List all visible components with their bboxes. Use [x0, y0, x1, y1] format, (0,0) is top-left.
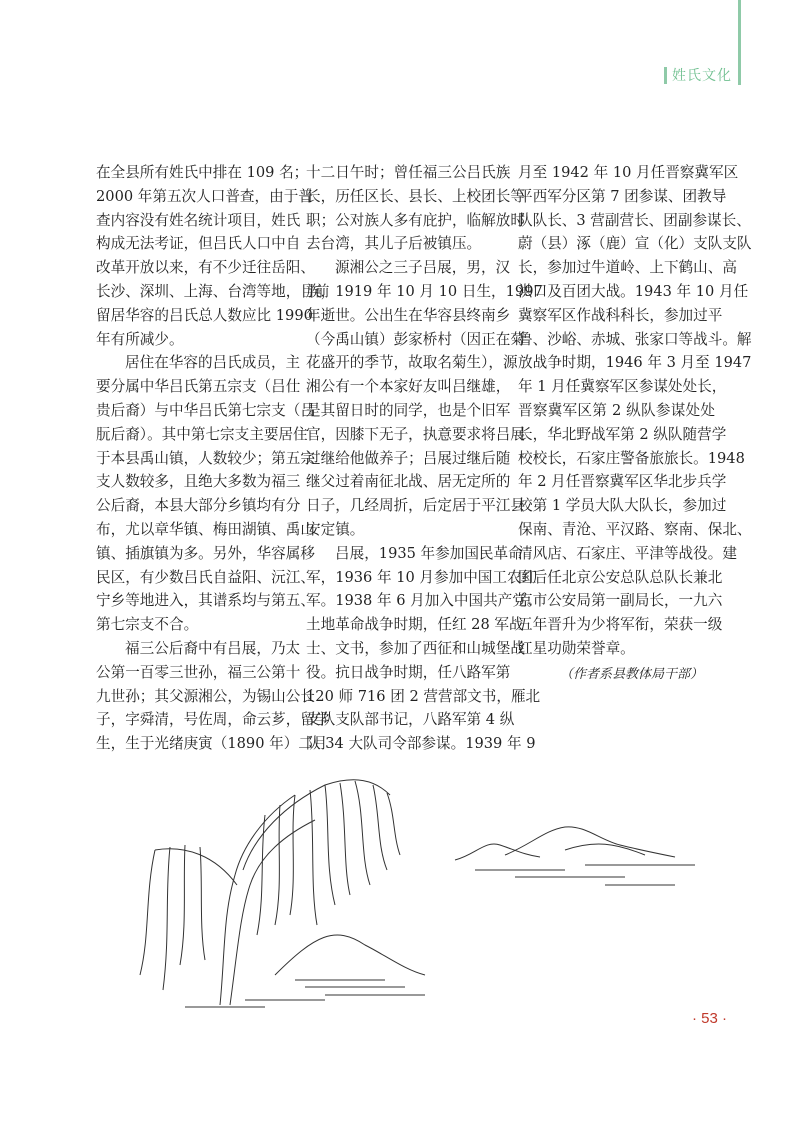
- text-line: 子，字舜清，号佐周，命云芗，留学: [96, 711, 330, 729]
- text-line: 鲁、沙峪、赤城、张家口等战斗。解: [518, 330, 752, 348]
- text-line: 继父过着南征北战、居无定所的: [306, 473, 511, 491]
- text-line: 放战争时期，1946 年 3 月至 1947: [518, 354, 752, 372]
- text-line: 去台湾，其儿子后被镇压。: [306, 235, 482, 253]
- article-column-1: [96, 161, 330, 756]
- text-line: 红星功勋荣誉章。: [518, 639, 635, 657]
- text-line: 长，历任区长、县长、上校团长等: [306, 187, 525, 205]
- text-line: 洪口及百团大战。1943 年 10 月任: [518, 282, 749, 300]
- section-header: [664, 64, 732, 86]
- text-line: 军，1936 年 10 月参加中国工农红: [306, 568, 537, 586]
- text-line: 官，因膝下无子，执意要求将吕展: [306, 425, 525, 443]
- text-line: 清风店、石家庄、平津等战役。建: [518, 544, 737, 562]
- text-line: 于本县禹山镇，人数较少；第五宗: [96, 449, 315, 467]
- text-line: 军。1938 年 6 月加入中国共产党。: [306, 592, 542, 610]
- text-line: 年 2 月任晋察冀军区华北步兵学: [518, 473, 727, 491]
- text-line: 冀察军区作战科科长，参加过平: [518, 306, 723, 324]
- text-line: 镇、插旗镇为多。另外，华容属移: [96, 544, 315, 562]
- text-line: 民区，有少数吕氏自益阳、沅江、: [96, 568, 315, 586]
- text-line: 校第 1 学员大队大队长，参加过: [518, 497, 727, 515]
- text-line: 蔚（县）涿（鹿）宣（化）支队支队: [518, 235, 752, 253]
- text-line: 十二日午时；曾任福三公吕氏族: [306, 164, 511, 181]
- text-line: 源湘公之三子吕展，男，汉: [335, 259, 511, 277]
- text-line: 朊后裔）。其中第七宗支主要居住: [96, 425, 308, 443]
- text-line: 长，华北野战军第 2 纵队随营学: [518, 425, 727, 443]
- text-line: 校校长，石家庄警备旅旅长。1948: [518, 449, 745, 467]
- text-line: 国后任北京公安总队总队长兼北: [518, 568, 723, 586]
- article-column-2: [306, 161, 543, 756]
- text-line: 布，尤以章华镇、梅田湖镇、禹山: [96, 520, 315, 538]
- text-line: 在全县所有姓氏中排在 109 名；: [96, 164, 309, 181]
- text-line: 支人数较多，且绝大多数为福三: [96, 473, 301, 491]
- text-line: 是其留日时的同学，也是个旧军: [306, 401, 511, 419]
- author-byline: （作者系县教体局干部）: [560, 667, 704, 682]
- text-line: 日子，几经周折，后定居于平江县: [306, 497, 525, 515]
- text-line: 长，参加过牛道岭、上下鹤山、高: [518, 259, 737, 277]
- text-line: 2000 年第五次人口普查，由于普: [96, 187, 313, 205]
- text-line: 年 1 月任冀察军区参谋处处长，: [518, 378, 727, 396]
- article-column-3: [518, 161, 752, 661]
- text-line: 队 34 大队司令部参谋。1939 年 9: [306, 735, 536, 753]
- header-rule: [738, 0, 741, 85]
- page-number: · 53 ·: [692, 1010, 728, 1027]
- text-line: 安定镇。: [306, 520, 365, 538]
- text-line: 公第一百零三世孙，福三公第十: [96, 663, 301, 681]
- text-line: 土地革命战争时期，任红 28 军战: [306, 616, 524, 634]
- text-line: 居住在华容的吕氏成员，主: [125, 354, 301, 372]
- text-line: 湘公有一个本家好友叫吕继雄，: [306, 378, 511, 396]
- text-line: 留居华容的吕氏总人数应比 1990: [96, 306, 313, 324]
- text-line: 役。抗日战争时期，任八路军第: [306, 663, 511, 681]
- text-line: 晋察冀军区第 2 纵队参谋处处: [518, 401, 715, 419]
- text-line: 吕展，1935 年参加国民革命: [335, 544, 523, 562]
- text-line: （今禹山镇）彭家桥村（因正在菊: [306, 330, 525, 348]
- text-line: 福三公后裔中有吕展，乃太: [125, 639, 301, 657]
- text-line: 公后裔，本县大部分乡镇均有分: [96, 497, 301, 515]
- text-line: 五年晋升为少将军衔，荣获一级: [518, 616, 723, 634]
- text-line: 平西军分区第 7 团参谋、团教导: [518, 187, 727, 205]
- willow-tree-illustration: [125, 775, 435, 1015]
- text-line: 改革开放以来，有不少迁往岳阳、: [96, 259, 315, 277]
- text-line: 贵后裔）与中华吕氏第七宗支（吕: [96, 401, 315, 419]
- text-line: 士、文书，参加了西征和山城堡战: [306, 639, 525, 657]
- text-line: 构成无法考证，但吕氏人口中自: [96, 235, 301, 253]
- text-line: 120 师 716 团 2 营营部文书，雁北: [306, 687, 541, 705]
- text-line: 族，1919 年 10 月 10 日生，1997: [306, 282, 543, 300]
- section-marker: [664, 67, 667, 84]
- text-line: 第七宗支不合。: [96, 616, 199, 634]
- text-line: 年有所减少。: [96, 330, 184, 348]
- text-line: 查内容没有姓名统计项目，姓氏: [96, 211, 301, 229]
- text-line: 长沙、深圳、上海、台湾等地，目前: [96, 282, 330, 300]
- text-line: 职；公对族人多有庇护，临解放时: [306, 211, 525, 229]
- text-line: 花盛开的季节，故取名菊生），源: [306, 354, 518, 372]
- text-line: 过继给他做养子；吕展过继后随: [306, 449, 511, 467]
- text-line: 宁乡等地进入，其谱系均与第五、: [96, 592, 315, 610]
- text-line: 月至 1942 年 10 月任晋察冀军区: [518, 164, 739, 181]
- text-line: 生，生于光绪庚寅（1890 年）二月: [96, 735, 328, 753]
- text-line: 保南、青沧、平汉路、察南、保北、: [518, 520, 752, 538]
- text-line: 要分属中华吕氏第五宗支（吕仕: [96, 378, 301, 396]
- section-label: 姓氏文化: [672, 68, 732, 84]
- text-line: 九世孙；其父源湘公，为锡山公长: [96, 687, 315, 705]
- text-line: 支队支队部书记，八路军第 4 纵: [306, 711, 515, 729]
- mountain-illustration: [455, 815, 705, 905]
- text-line: 年逝世。公出生在华容县终南乡: [306, 306, 511, 324]
- text-line: 京市公安局第一副局长，一九六: [518, 592, 723, 610]
- text-line: 队队长、3 营副营长、团副参谋长、: [518, 211, 751, 229]
